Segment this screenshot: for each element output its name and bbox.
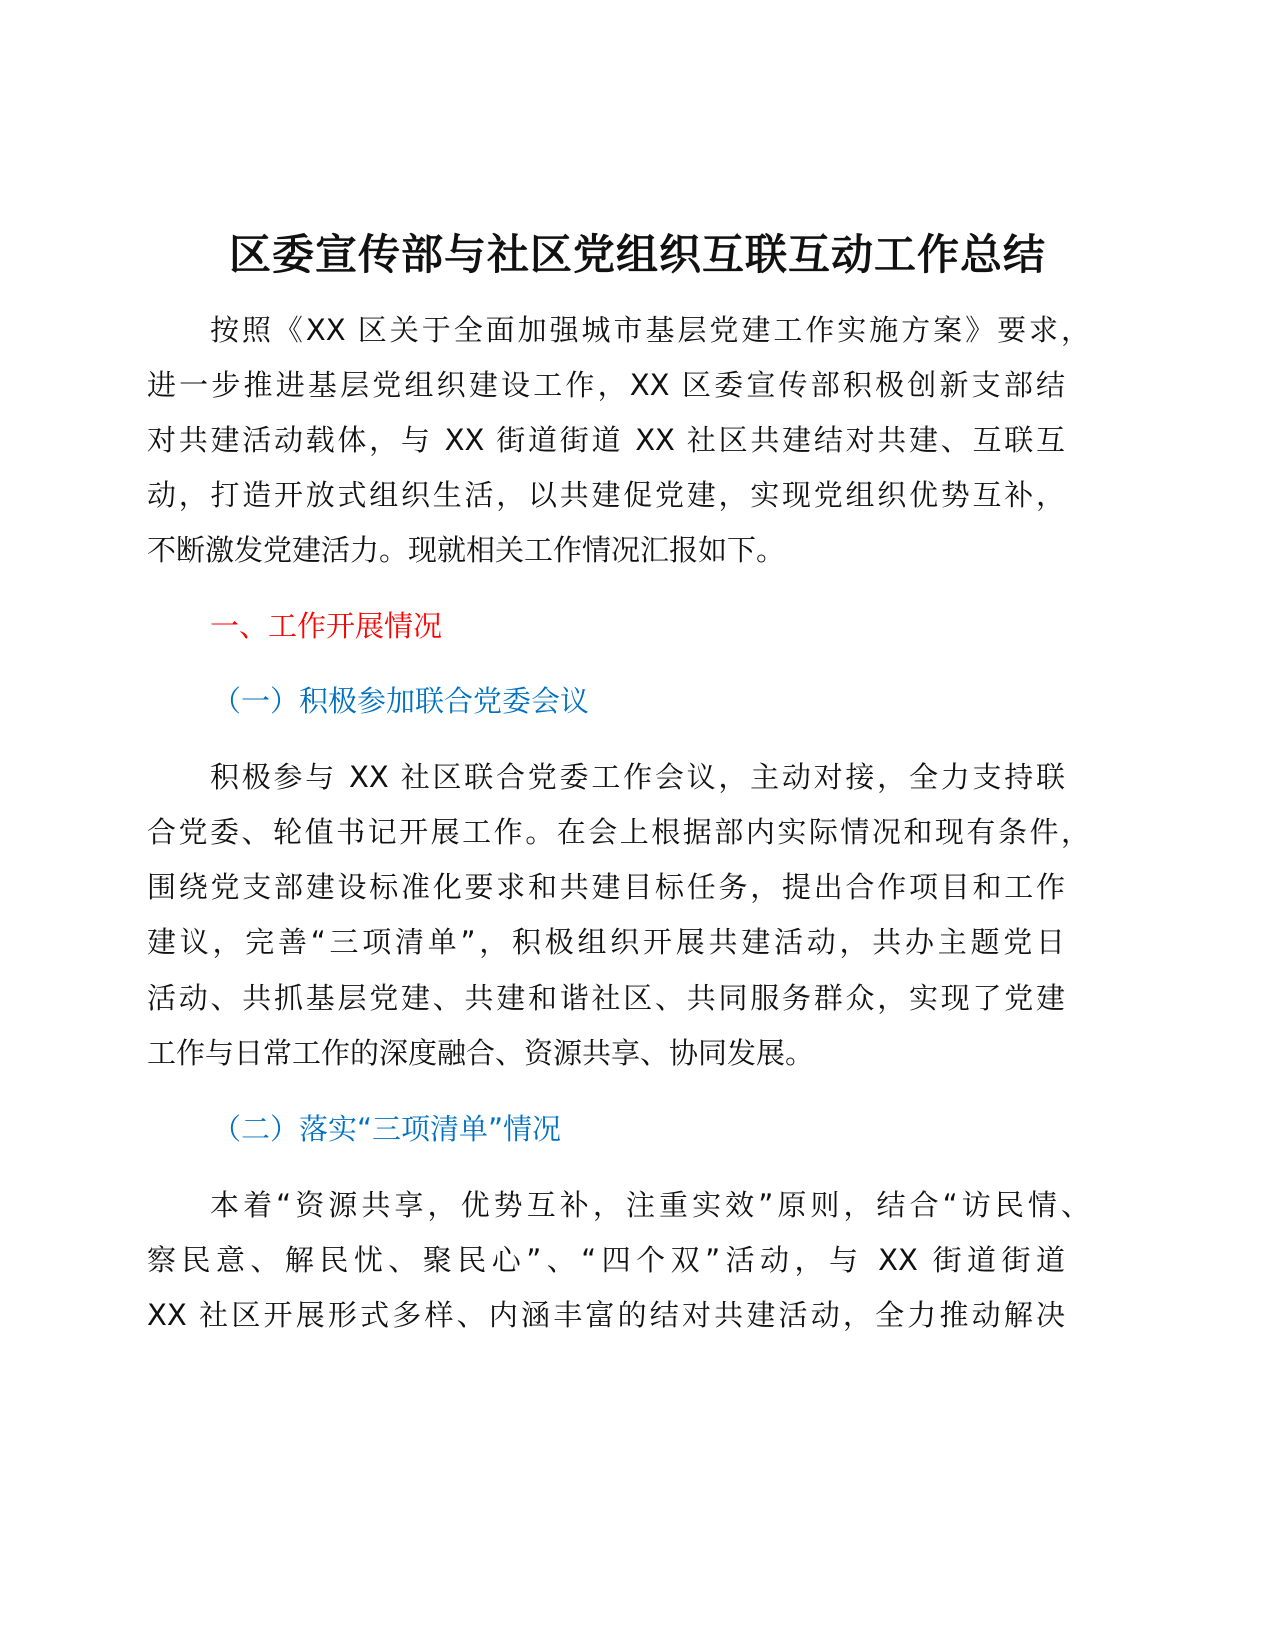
- subsection-heading-1: （一）积极参加联合党委会议: [212, 684, 590, 718]
- document-title: 区委宣传部与社区党组织互联互动工作总结: [228, 230, 1046, 279]
- paragraph-2-line: 建议，完善“三项清单”，积极组织开展共建活动，共办主题党日: [147, 925, 1065, 959]
- paragraph-2-line: 活动、共抓基层党建、共建和谐社区、共同服务群众，实现了党建: [147, 981, 1065, 1015]
- paragraph-3-line: 本着“资源共享，优势互补，注重实效”原则，结合“访民情、: [210, 1188, 1090, 1222]
- section-heading-1: 一、工作开展情况: [210, 609, 443, 643]
- paragraph-3-line: XX 社区开展形式多样、内涵丰富的结对共建活动，全力推动解决: [147, 1298, 1065, 1332]
- paragraph-1-line: 不断激发党建活力。现就相关工作情况汇报如下。: [147, 533, 786, 567]
- paragraph-1-line: 对共建活动载体，与 XX 街道街道 XX 社区共建结对共建、互联互: [147, 423, 1065, 457]
- paragraph-2-line: 积极参与 XX 社区联合党委工作会议，主动对接，全力支持联: [210, 760, 1065, 794]
- paragraph-2-line: 工作与日常工作的深度融合、资源共享、协同发展。: [147, 1036, 815, 1070]
- paragraph-1-line: 动，打造开放式组织生活，以共建促党建，实现党组织优势互补，: [147, 478, 1065, 512]
- paragraph-3-line: 察民意、解民忧、聚民心”、“四个双”活动，与 XX 街道街道: [147, 1243, 1065, 1277]
- paragraph-2-line: 围绕党支部建设标准化要求和共建目标任务，提出合作项目和工作: [147, 870, 1065, 904]
- paragraph-2-line: 合党委、轮值书记开展工作。在会上根据部内实际情况和现有条件，: [147, 815, 1090, 849]
- paragraph-1-line: 按照《XX 区关于全面加强城市基层党建工作实施方案》要求，: [210, 313, 1090, 347]
- paragraph-1-line: 进一步推进基层党组织建设工作，XX 区委宣传部积极创新支部结: [147, 368, 1065, 402]
- subsection-heading-2: （二）落实“三项清单”情况: [212, 1112, 562, 1146]
